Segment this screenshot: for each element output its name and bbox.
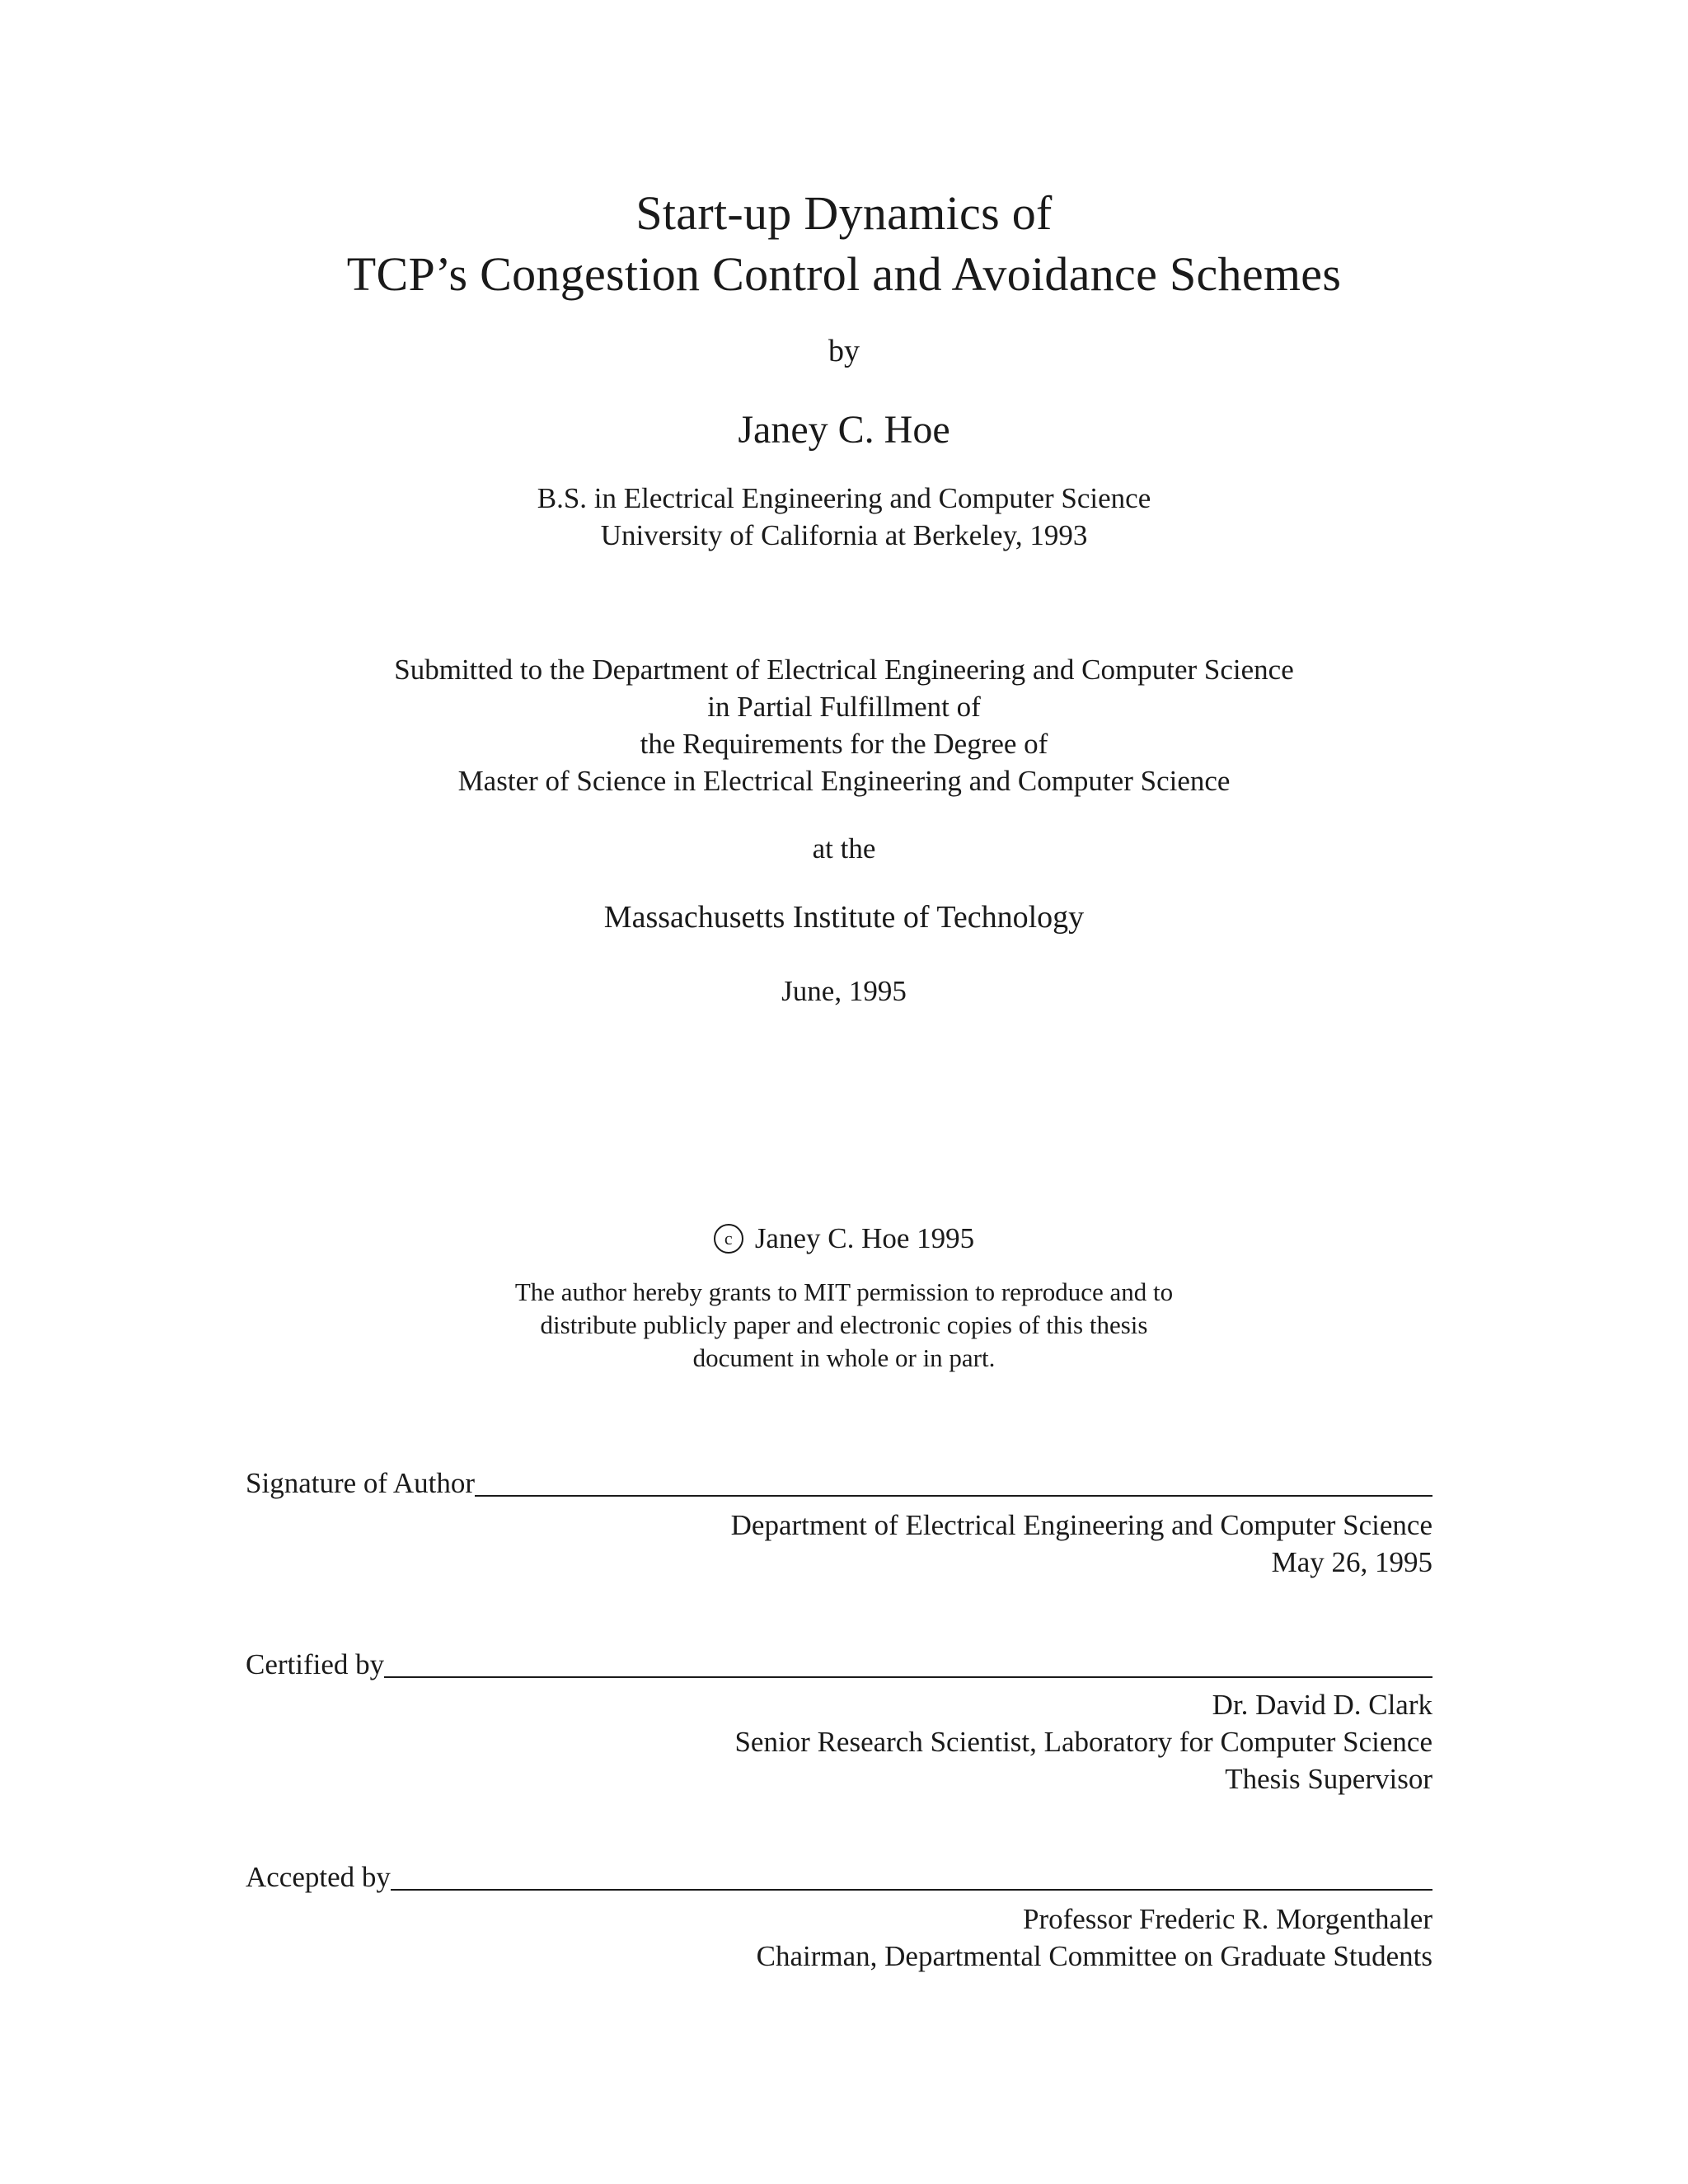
submission-line-4: Master of Science in Electrical Engineering and Computer Science	[457, 765, 1231, 797]
prior-degree-line-1: B.S. in Electrical Engineering and Computer Science	[537, 482, 1151, 514]
author-signature-details	[246, 1507, 1432, 1581]
author-name: Janey C. Hoe	[738, 408, 950, 452]
thesis-title	[0, 183, 1688, 305]
copyright-text: Janey C. Hoe 1995	[754, 1222, 975, 1254]
copyright-notice-line-1: The author hereby grants to MIT permission to reproduce and to	[514, 1277, 1174, 1306]
author-signature-label: Signature of Author	[246, 1467, 476, 1499]
accepted-signature-row	[246, 1854, 1432, 1896]
copyright-notice	[0, 1276, 1688, 1375]
accepted-signature-line	[391, 1859, 1432, 1891]
prior-degree-line-2: University of California at Berkeley, 1993	[600, 519, 1088, 551]
copyright-notice-line-2: distribute publicly paper and electronic copies of this thesis	[540, 1310, 1148, 1339]
copyright-line	[0, 1220, 1688, 1257]
accepted-signature-label: Accepted by	[246, 1861, 391, 1893]
certified-signature-row	[246, 1642, 1432, 1683]
certified-signature-label: Certified by	[246, 1648, 385, 1680]
submission-line-1: Submitted to the Department of Electrical Engineering and Computer Science	[394, 654, 1294, 686]
supervisor-role: Thesis Supervisor	[1225, 1763, 1432, 1795]
supervisor-name: Dr. David D. Clark	[1212, 1689, 1432, 1721]
author-signature-line	[475, 1465, 1432, 1497]
title-line-1: Start-up Dynamics of	[635, 186, 1053, 240]
chairman-name: Professor Frederic R. Morgenthaler	[1022, 1903, 1432, 1935]
submission-line-3: the Requirements for the Degree of	[640, 728, 1048, 760]
author-department: Department of Electrical Engineering and Computer Science	[730, 1509, 1432, 1541]
author-signature-row	[246, 1460, 1432, 1502]
accepted-signature-details	[246, 1900, 1432, 1975]
copyright-icon: c	[714, 1224, 743, 1254]
institution-name: Massachusetts Institute of Technology	[603, 900, 1085, 935]
copyright-notice-line-3: document in whole or in part.	[692, 1343, 996, 1372]
submission-date: June, 1995	[781, 975, 907, 1007]
at-the-label: at the	[812, 832, 876, 865]
submission-line-2: in Partial Fulfillment of	[707, 691, 981, 723]
prior-degree	[0, 480, 1688, 554]
certified-signature-details	[246, 1686, 1432, 1797]
supervisor-position: Senior Research Scientist, Laboratory for Computer Science	[734, 1726, 1432, 1758]
certified-signature-line	[384, 1647, 1432, 1678]
by-label: by	[828, 334, 860, 368]
title-line-2: TCP’s Congestion Control and Avoidance Schemes	[346, 247, 1342, 301]
chairman-position: Chairman, Departmental Committee on Graduate Students	[756, 1940, 1432, 1972]
author-signature-date: May 26, 1995	[1271, 1546, 1432, 1578]
submission-statement	[0, 651, 1688, 799]
